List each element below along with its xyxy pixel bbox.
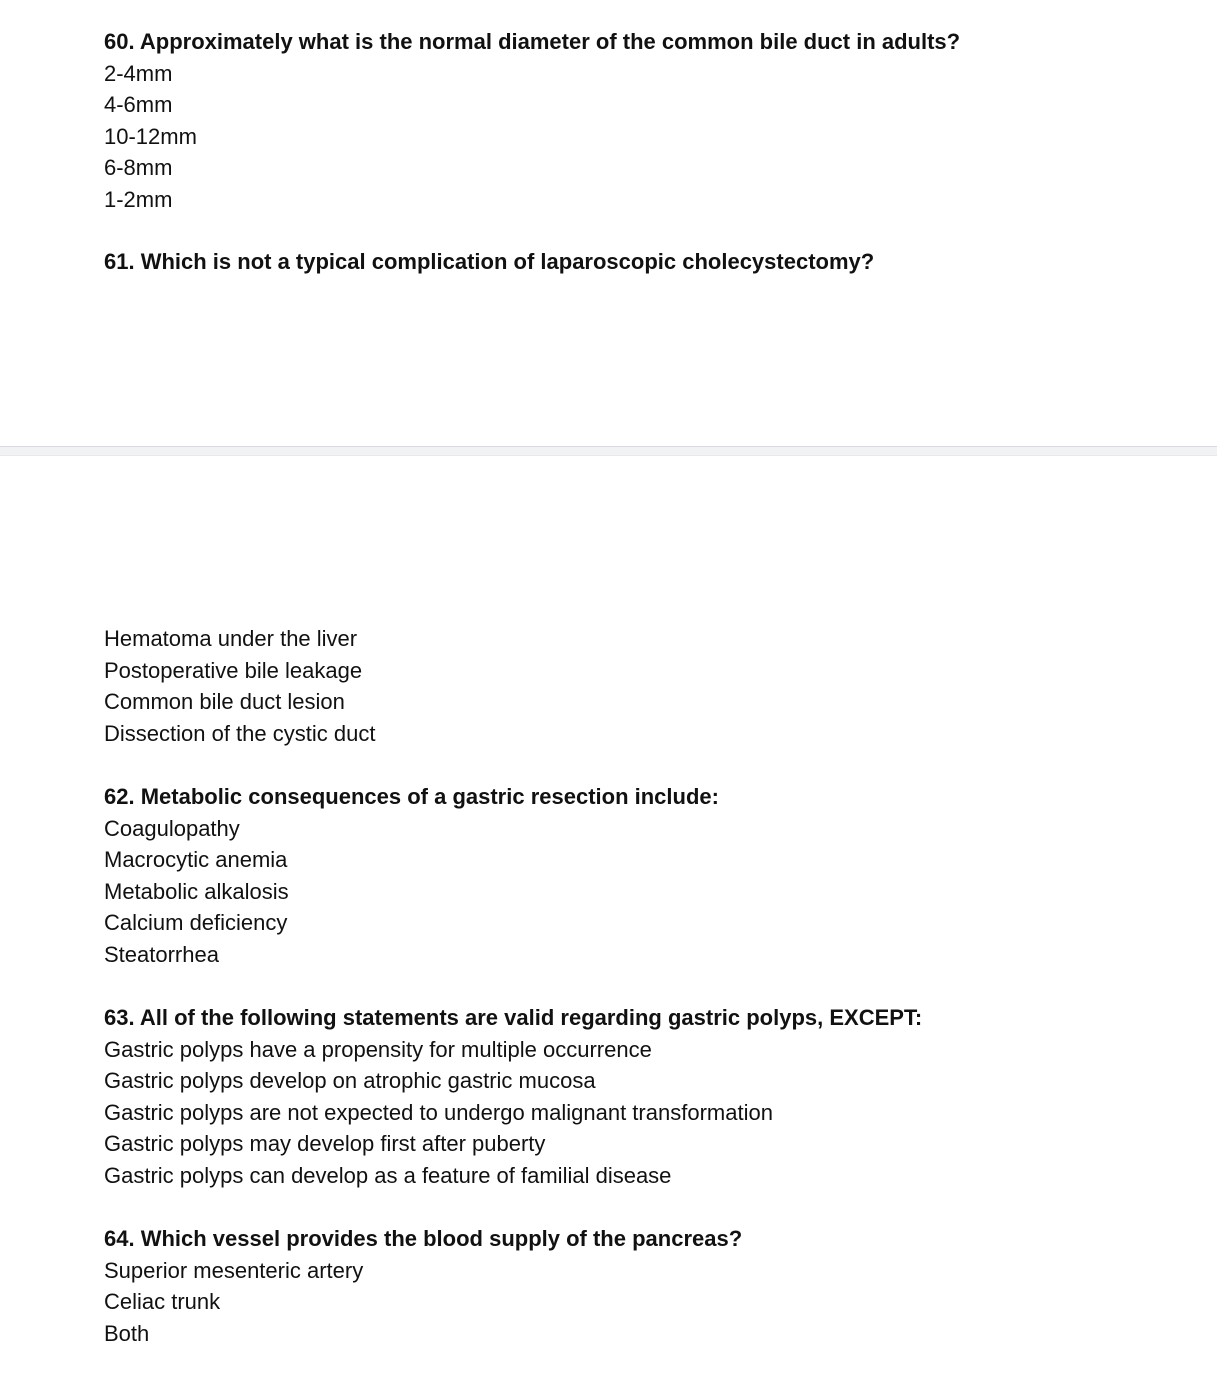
page-break	[0, 446, 1217, 456]
question-62-text: 62. Metabolic consequences of a gastric resection include:	[104, 784, 719, 809]
question-60-text: 60. Approximately what is the normal diameter of the common bile duct in adults?	[104, 29, 961, 54]
question-62-option-2: Macrocytic anemia	[104, 847, 288, 873]
question-60-option-3: 10-12mm	[104, 123, 197, 149]
question-60-option-2: 4-6mm	[104, 92, 173, 118]
question-64-option-2: Celiac trunk	[104, 1289, 221, 1315]
question-61	[104, 246, 874, 278]
question-61-text: 61. Which is not a typical complication of laparoscopic cholecystectomy?	[104, 249, 875, 274]
question-61-option-3: Common bile duct lesion	[104, 689, 345, 715]
question-64	[104, 1223, 742, 1349]
question-60-option-5: 1-2mm	[104, 186, 173, 212]
question-60-option-4: 6-8mm	[104, 155, 173, 181]
question-63	[104, 1002, 922, 1192]
question-64-option-1: Superior mesenteric artery	[104, 1257, 364, 1283]
question-62-option-1: Coagulopathy	[104, 815, 240, 841]
question-63-option-3: Gastric polyps are not expected to undergo malignant transformation	[104, 1099, 773, 1125]
question-62-option-4: Calcium deficiency	[104, 910, 288, 936]
question-62-option-3: Metabolic alkalosis	[104, 878, 289, 904]
question-62	[104, 781, 719, 971]
question-64-option-3: Both	[104, 1320, 150, 1346]
question-63-option-1: Gastric polyps have a propensity for multiple occurrence	[104, 1036, 652, 1062]
question-63-text: 63. All of the following statements are valid regarding gastric polyps, EXCEPT:	[104, 1005, 923, 1030]
question-64-text: 64. Which vessel provides the blood supply of the pancreas?	[104, 1226, 743, 1251]
question-60-option-1: 2-4mm	[104, 60, 173, 86]
question-61-options	[104, 623, 375, 749]
question-63-option-5: Gastric polyps can develop as a feature of familial disease	[104, 1162, 672, 1188]
question-61-option-4: Dissection of the cystic duct	[104, 720, 376, 746]
question-60	[104, 26, 960, 216]
question-61-option-2: Postoperative bile leakage	[104, 657, 363, 683]
question-63-option-4: Gastric polyps may develop first after puberty	[104, 1131, 546, 1157]
question-61-option-1: Hematoma under the liver	[104, 626, 358, 651]
question-62-option-5: Steatorrhea	[104, 941, 219, 967]
question-63-option-2: Gastric polyps develop on atrophic gastric mucosa	[104, 1068, 596, 1094]
